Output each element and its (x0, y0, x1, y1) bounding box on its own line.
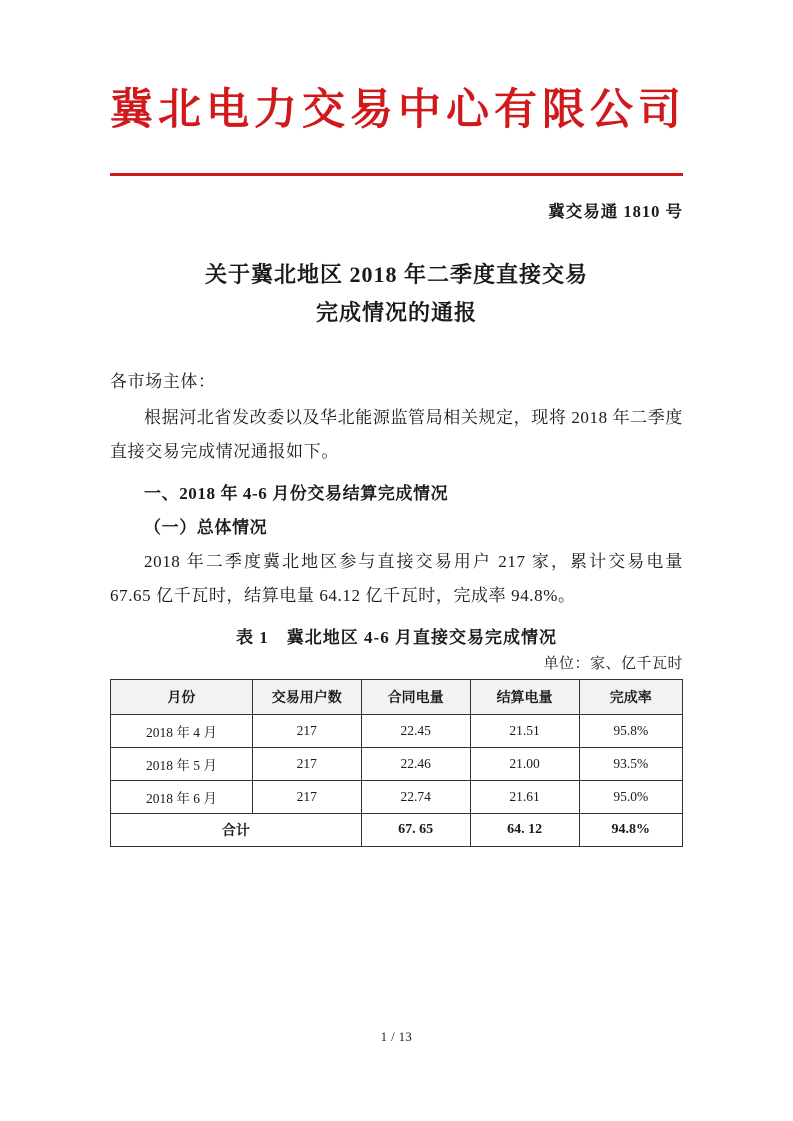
table-unit-note: 单位：家、亿千瓦时 (543, 656, 683, 673)
page-title (110, 256, 683, 331)
letterhead (110, 0, 686, 176)
settlement-table (110, 679, 683, 847)
table-cell: 22.46 (361, 748, 470, 781)
table-cell: 94.8% (579, 814, 682, 847)
letterhead-divider (110, 173, 683, 176)
table-header-cell: 合同电量 (361, 680, 470, 715)
page-title-line-1: 关于冀北地区 2018 年二季度直接交易 (204, 262, 588, 288)
table-header-row (111, 680, 683, 715)
table-header-cell: 完成率 (579, 680, 682, 715)
table-caption: 表 1 冀北地区 4-6 月直接交易完成情况 (236, 628, 557, 648)
table-body (111, 715, 683, 847)
table-cell: 217 (252, 781, 361, 814)
table-cell: 22.74 (361, 781, 470, 814)
table-cell: 67. 65 (361, 814, 470, 847)
table-cell: 64. 12 (470, 814, 579, 847)
table-cell: 21.51 (470, 715, 579, 748)
document-number: 冀交易通 1810 号 (548, 202, 683, 222)
table-cell-total-label: 合计 (111, 814, 362, 847)
company-name: 冀北电力交易中心有限公司 (110, 87, 686, 134)
table-cell: 217 (252, 748, 361, 781)
table-cell: 95.0% (579, 781, 682, 814)
page-title-line-2: 完成情况的通报 (315, 299, 477, 325)
section-heading-1: 一、2018 年 4-6 月份交易结算完成情况 (144, 484, 449, 504)
table-row (111, 748, 683, 781)
table-cell: 217 (252, 715, 361, 748)
table-total-row (111, 814, 683, 847)
table-head (111, 680, 683, 715)
table-cell: 93.5% (579, 748, 682, 781)
table-header-cell: 月份 (111, 680, 253, 715)
table-cell: 21.61 (470, 781, 579, 814)
section-heading-2: （一）总体情况 (144, 518, 268, 538)
table-header-cell: 交易用户数 (252, 680, 361, 715)
table-cell: 2018 年 6 月 (111, 781, 253, 814)
page-number: 1 / 13 (380, 1030, 413, 1044)
salutation: 各市场主体： (110, 372, 216, 392)
paragraph-summary: 2018 年二季度冀北地区参与直接交易用户 217 家，累计交易电量 67.65 亿千瓦时，结算电量 64.12 亿千瓦时，完成率 94.8%。 (110, 552, 683, 606)
table-cell: 2018 年 4 月 (111, 715, 253, 748)
table-cell: 21.00 (470, 748, 579, 781)
paragraph-intro: 根据河北省发改委以及华北能源监管局相关规定，现将 2018 年二季度直接交易完成情况通报如下。 (110, 408, 683, 462)
table-row (111, 781, 683, 814)
document-body (110, 365, 683, 613)
table-row (111, 715, 683, 748)
table-header-cell: 结算电量 (470, 680, 579, 715)
table-cell: 22.45 (361, 715, 470, 748)
table-cell: 2018 年 5 月 (111, 748, 253, 781)
table-cell: 95.8% (579, 715, 682, 748)
